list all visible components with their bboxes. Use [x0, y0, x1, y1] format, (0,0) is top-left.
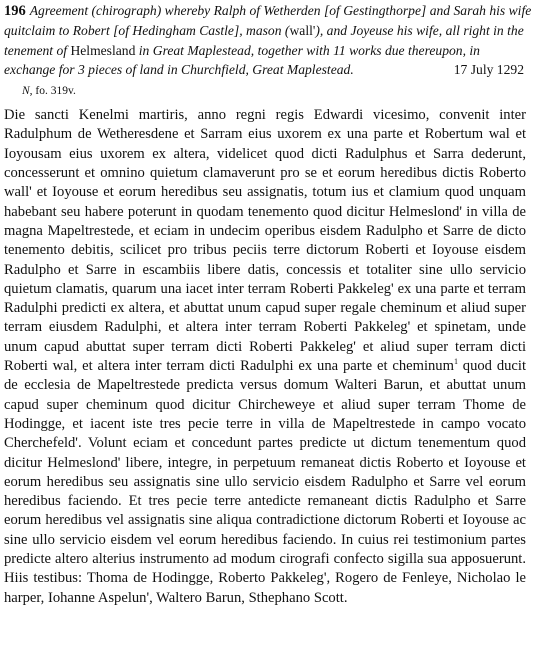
latin-text: [4, 106, 532, 608]
summary-part: ), and Joyeuse his wife, all right in the tenement of: [4, 23, 524, 58]
footnote-marker: 1: [453, 357, 458, 367]
summary-part: Agreement (chirograph) whereby Ralph of Wetherden [of Gestingthorpe] and Sarah his wife quitclaim to Robert [of Hedingham Castle], mason (: [4, 3, 532, 39]
entry-number: 196: [4, 3, 26, 19]
summary-part: Helmesland: [70, 42, 136, 58]
latin-text-part-1: Die sancti Kenelmi martiris, anno regni regis Edwardi vicesimo, convenit inter Radulphum de Wetheresdene et Sarram eius uxorem ex una parte et Robertum wal et Ioyousam eius uxorem ex altera, videlicet quod dicti Radulphus et Sarra dederunt, concesserunt et omnino quietum clamaverunt pro se et eorum heredibus dictis Roberto wall' et Ioyouse et eorum heredibus seu assignatis, totum ius et clamium quod unquam habebant seu habere poterunt in quodam tenemento quod dicitur Helmeslond' in villa de magna Mapeltrestede, et eciam in undecim operibus eisdem Radulpho et Sarre de dicto tenemento debitis, scilicet pro tribus peciis terre dictorum Roberti et Ioyouse eisdem Radulpho et Sarre in escambiis libere datis, concessis et totaliter sine ullo servicio quietum clamatis, quarum una iacet inter terram Roberti Pakkeleg' ex una parte et terram Radulphi predicti ex altera, et abuttat unum capud super regale cheminum et aliud super terram eiusdem Radulphi, et altera inter terram Roberti Pakkeleg' et spinetam, unde unum capud abuttat super terram dicti Roberti Pakkeleg' et aliud super terram dicti Roberti wal, et altera inter terram dicti Radulphi ex una parte et cheminum: [4, 107, 526, 375]
entry-summary: [4, 3, 531, 77]
summary-part: wall': [289, 23, 316, 39]
source-reference: N, fo. 319v.: [22, 85, 76, 98]
source-manuscript: N: [22, 85, 30, 98]
entry-date: 17 July 1292: [453, 61, 524, 77]
entry-header: [4, 0, 532, 79]
summary-part: in Great Maplestead, together with 11 works due thereupon, in exchange for 3 pieces of land in Churchfield, Great Maplestead.: [4, 42, 480, 77]
source-folio: fo. 319v.: [35, 85, 76, 98]
latin-text-part-2: quod ducit de ecclesia de Mapeltrestede predicta versus domum Walteri Barun, et abuttat unum capud super cheminum quod dicitur Chircheweye et aliud super terram Thome de Hodingge, et iacent iste tres pecie terre in villa de Mapeltrestede in campo vocato Cherchefeld'. Volunt eciam et concedunt partes predicte ut dictum tenementum quod dicitur Helmeslond' libere, integre, in perpetuum remaneat dictis Roberto et Ioyouse et eorum heredibus seu assignatis sine ullo servicio eisdem Radulpho et Sarre vel eorum heredibus faciendo. Et tres pecie terre antedicte remaneant dictis Radulpho et Sarre eorum heredibus vel assignatis sine aliqua contradictione dictorum Roberti et Ioyouse ac sine ullo servicio eisdem vel eorum heredibus faciendo. In cuius rei testimonium partes predicte altero alterius instrumento ad modum cirografi confecto sigilla sua apposuerunt. Hiis testibus: Thoma de Hodingge, Roberto Pakkeleg', Rogero de Fenleye, Nicholao le harper, Iohanne Aspelun', Waltero Barun, Sthephano Scott.: [4, 358, 527, 606]
